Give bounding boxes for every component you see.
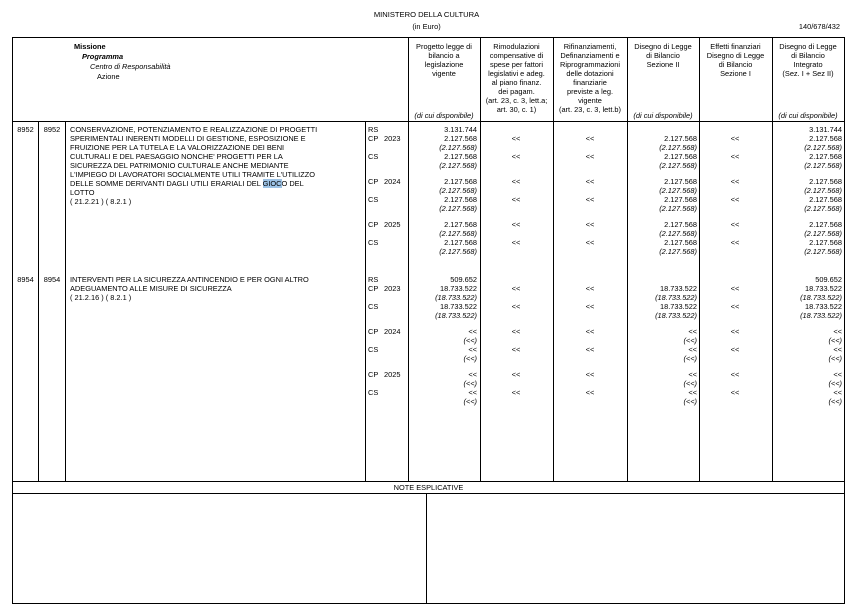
- col4-header: Disegno di Legge di Bilancio Sezione II: [634, 42, 692, 69]
- cs-value: 2.127.568: [444, 195, 477, 204]
- cs-available-value: (2.127.568): [804, 246, 842, 256]
- cp-available-value: (2.127.568): [659, 142, 697, 152]
- table-bottom-border: [12, 603, 845, 604]
- cs-value: 18.733.522: [660, 302, 697, 311]
- cp-value: <<: [585, 134, 595, 143]
- cp-value: <<: [585, 220, 595, 229]
- col-sep: [627, 37, 628, 481]
- table-left-border: [12, 37, 13, 604]
- cp-value: <<: [730, 177, 740, 186]
- cs-available-value: (<<): [463, 396, 477, 406]
- cs-available-value: (2.127.568): [439, 246, 477, 256]
- cp-value: <<: [511, 327, 521, 336]
- col-sep: [65, 121, 66, 481]
- cs-value: <<: [511, 388, 521, 397]
- cs-value: <<: [511, 152, 521, 161]
- cp-value: <<: [511, 284, 521, 293]
- cs-value: 2.127.568: [809, 152, 842, 161]
- cs-value: <<: [468, 345, 477, 354]
- notes-split: [426, 493, 427, 603]
- cs-available-value: (18.733.522): [655, 310, 697, 320]
- cs-value: 18.733.522: [805, 302, 842, 311]
- cp-value: <<: [511, 177, 521, 186]
- cp-available-value: (18.733.522): [435, 292, 477, 302]
- col-sep: [365, 121, 366, 481]
- cs-value: <<: [585, 345, 595, 354]
- cs-value: 2.127.568: [444, 152, 477, 161]
- ministry-title: MINISTERO DELLA CULTURA: [373, 10, 480, 19]
- cp-value: <<: [511, 134, 521, 143]
- row-type-label: CS: [368, 345, 379, 354]
- chapter-code: 8952: [17, 125, 34, 134]
- col3-header: Rifinanziamenti, Definanziamenti e Riprogrammazioni delle dotazioni finanziarie previste a leg. vigente (art. 23, c. 3, lett.b): [558, 42, 622, 114]
- cs-value: <<: [585, 152, 595, 161]
- row-type-label: CP: [368, 220, 379, 229]
- cs-value: <<: [468, 388, 477, 397]
- cp-value: 2.127.568: [809, 177, 842, 186]
- cp-value: 2.127.568: [664, 220, 697, 229]
- cs-value: <<: [585, 238, 595, 247]
- cs-value: <<: [688, 388, 697, 397]
- rs-value: 509.652: [450, 275, 477, 284]
- year-label: 2024: [384, 177, 401, 186]
- programma-label: Programma: [82, 52, 124, 61]
- cs-available-value: (2.127.568): [659, 203, 697, 213]
- cp-value: <<: [585, 370, 595, 379]
- cp-available-value: (<<): [683, 378, 697, 388]
- chapter-description: INTERVENTI PER LA SICUREZZA ANTINCENDIO E PER OGNI ALTRO ADEGUAMENTO ALLE MISURE DI SICUREZZA ( 21.2.16 ) ( 8.2.1 ): [70, 275, 309, 302]
- cs-value: <<: [833, 345, 842, 354]
- cp-available-value: (2.127.568): [439, 185, 477, 195]
- notes-title-border: [12, 493, 845, 494]
- col-sep: [408, 37, 409, 481]
- cs-value: 2.127.568: [664, 152, 697, 161]
- cs-value: <<: [511, 302, 521, 311]
- year-label: 2025: [384, 220, 401, 229]
- cp-available-value: (18.733.522): [655, 292, 697, 302]
- cp-value: 2.127.568: [809, 220, 842, 229]
- cp-value: <<: [468, 370, 477, 379]
- cs-value: <<: [730, 152, 740, 161]
- cs-available-value: (18.733.522): [435, 310, 477, 320]
- rs-value: 3.131.744: [444, 125, 477, 134]
- cs-value: 2.127.568: [664, 238, 697, 247]
- cp-available-value: (2.127.568): [804, 228, 842, 238]
- cs-value: 18.733.522: [440, 302, 477, 311]
- row-type-label: CS: [368, 152, 379, 161]
- cp-available-value: (2.127.568): [659, 185, 697, 195]
- cp-available-value: (2.127.568): [804, 142, 842, 152]
- cs-value: <<: [730, 388, 740, 397]
- row-type-label: CS: [368, 388, 379, 397]
- cs-available-value: (2.127.568): [804, 203, 842, 213]
- cp-value: <<: [833, 370, 842, 379]
- col-sep: [699, 37, 700, 481]
- cs-value: <<: [730, 302, 740, 311]
- cp-available-value: (2.127.568): [804, 185, 842, 195]
- cp-available-value: (<<): [828, 335, 842, 345]
- azione-label: Azione: [97, 72, 120, 81]
- cs-value: 2.127.568: [444, 238, 477, 247]
- chapter-description: CONSERVAZIONE, POTENZIAMENTO E REALIZZAZIONE DI PROGETTI SPERIMENTALI INERENTI MODELLI DI GESTIONE, ESPOSIZIONE E FRUIZIONE PER LA TUTELA E LA VALORIZZAZIONE DEI BENI CULTURALI E DEL PAESAGGIO NONCHE' PROGETTI PER LA SICUREZZA DEL PATRIMONIO CULTURALE ANCHE MEDIANTE L'IMPIEGO DI LAVORATORI SOCIALMENTE UTILI TRAMITE L'UTILIZZO DELLE SOMME DERIVANTI DAGLI UTILI ERARIALI DEL GIOCO DEL LOTTO ( 21.2.21 ) ( 8.2.1 ): [70, 125, 318, 206]
- row-type-label: CP: [368, 370, 379, 379]
- cp-value: 18.733.522: [440, 284, 477, 293]
- cs-value: 2.127.568: [664, 195, 697, 204]
- col-sep: [38, 121, 39, 481]
- col1-di-cui: (di cui disponibile): [414, 111, 474, 120]
- cp-available-value: (<<): [463, 335, 477, 345]
- cp-value: <<: [730, 327, 740, 336]
- chapter-code: 8954: [17, 275, 34, 284]
- col6-di-cui: (di cui disponibile): [778, 111, 838, 120]
- cs-value: <<: [730, 345, 740, 354]
- col5-header: Effetti finanziari Disegno di Legge di Bilancio Sezione I: [706, 42, 765, 78]
- cp-value: 2.127.568: [444, 134, 477, 143]
- row-type-label: CS: [368, 238, 379, 247]
- cs-available-value: (18.733.522): [800, 310, 842, 320]
- cp-value: <<: [468, 327, 477, 336]
- cs-available-value: (2.127.568): [439, 160, 477, 170]
- centro-label: Centro di Responsabilità: [90, 62, 171, 71]
- cs-available-value: (2.127.568): [659, 160, 697, 170]
- cp-value: 18.733.522: [660, 284, 697, 293]
- cp-value: <<: [730, 284, 740, 293]
- cs-value: <<: [730, 238, 740, 247]
- year-label: 2023: [384, 134, 401, 143]
- cs-available-value: (2.127.568): [804, 160, 842, 170]
- cs-available-value: (<<): [828, 396, 842, 406]
- year-label: 2025: [384, 370, 401, 379]
- notes-title: NOTE ESPLICATIVE: [393, 483, 464, 492]
- cs-value: <<: [585, 388, 595, 397]
- rs-value: 509.652: [815, 275, 842, 284]
- cp-value: <<: [585, 327, 595, 336]
- row-type-label: CS: [368, 195, 379, 204]
- cp-value: <<: [585, 177, 595, 186]
- col4-di-cui: (di cui disponibile): [633, 111, 693, 120]
- cp-value: 2.127.568: [664, 177, 697, 186]
- cs-available-value: (<<): [463, 353, 477, 363]
- cp-value: <<: [730, 134, 740, 143]
- cs-value: 2.127.568: [809, 195, 842, 204]
- cs-value: <<: [511, 195, 521, 204]
- chapter-code: 8954: [43, 275, 61, 284]
- cp-value: <<: [511, 370, 521, 379]
- cs-value: <<: [511, 345, 521, 354]
- cp-available-value: (2.127.568): [659, 228, 697, 238]
- cp-value: 2.127.568: [664, 134, 697, 143]
- header-bottom-border: [12, 121, 845, 122]
- cp-available-value: (<<): [683, 335, 697, 345]
- row-type-label: CP: [368, 284, 379, 293]
- row-type-label: RS: [368, 125, 379, 134]
- table-right-border: [844, 37, 845, 604]
- cs-value: 2.127.568: [809, 238, 842, 247]
- row-type-label: CP: [368, 134, 379, 143]
- cp-value: <<: [730, 220, 740, 229]
- row-type-label: CP: [368, 177, 379, 186]
- col6-header: Disegno di Legge di Bilancio Integrato (Sez. I + Sez II): [779, 42, 837, 78]
- cp-available-value: (18.733.522): [800, 292, 842, 302]
- cp-value: <<: [833, 327, 842, 336]
- chapter-code: 8952: [43, 125, 61, 134]
- table-top-border: [12, 37, 845, 38]
- page-reference: 140/678/432: [798, 22, 840, 31]
- cs-available-value: (<<): [828, 353, 842, 363]
- currency-note: (in Euro): [412, 22, 441, 31]
- cp-value: 18.733.522: [805, 284, 842, 293]
- cp-value: <<: [585, 284, 595, 293]
- cs-value: <<: [730, 195, 740, 204]
- cp-available-value: (<<): [463, 378, 477, 388]
- col1-header: Progetto legge di bilancio a legislazione vigente: [416, 42, 472, 78]
- cs-value: <<: [833, 388, 842, 397]
- cs-available-value: (2.127.568): [659, 246, 697, 256]
- cp-value: 2.127.568: [444, 220, 477, 229]
- row-type-label: RS: [368, 275, 379, 284]
- cp-value: <<: [511, 220, 521, 229]
- cs-value: <<: [585, 302, 595, 311]
- cs-value: <<: [688, 345, 697, 354]
- missione-label: Missione: [74, 42, 106, 51]
- year-label: 2024: [384, 327, 401, 336]
- cp-value: <<: [688, 370, 697, 379]
- col-sep: [772, 37, 773, 481]
- cp-value: <<: [730, 370, 740, 379]
- row-type-label: CS: [368, 302, 379, 311]
- notes-top-border: [12, 481, 845, 482]
- cp-available-value: (2.127.568): [439, 228, 477, 238]
- rs-value: 3.131.744: [809, 125, 842, 134]
- col2-header: Rimodulazioni compensative di spese per fattori legislativi e adeg. al piano finanz. dei pagam. (art. 23, c. 3, lett.a; art. 30, c. 1): [485, 42, 548, 114]
- cs-value: <<: [585, 195, 595, 204]
- year-label: 2023: [384, 284, 401, 293]
- cs-value: <<: [511, 238, 521, 247]
- cp-available-value: (<<): [828, 378, 842, 388]
- cs-available-value: (<<): [683, 353, 697, 363]
- cp-value: <<: [688, 327, 697, 336]
- cp-value: 2.127.568: [444, 177, 477, 186]
- cp-available-value: (2.127.568): [439, 142, 477, 152]
- cs-available-value: (2.127.568): [439, 203, 477, 213]
- cp-value: 2.127.568: [809, 134, 842, 143]
- row-type-label: CP: [368, 327, 379, 336]
- cs-available-value: (<<): [683, 396, 697, 406]
